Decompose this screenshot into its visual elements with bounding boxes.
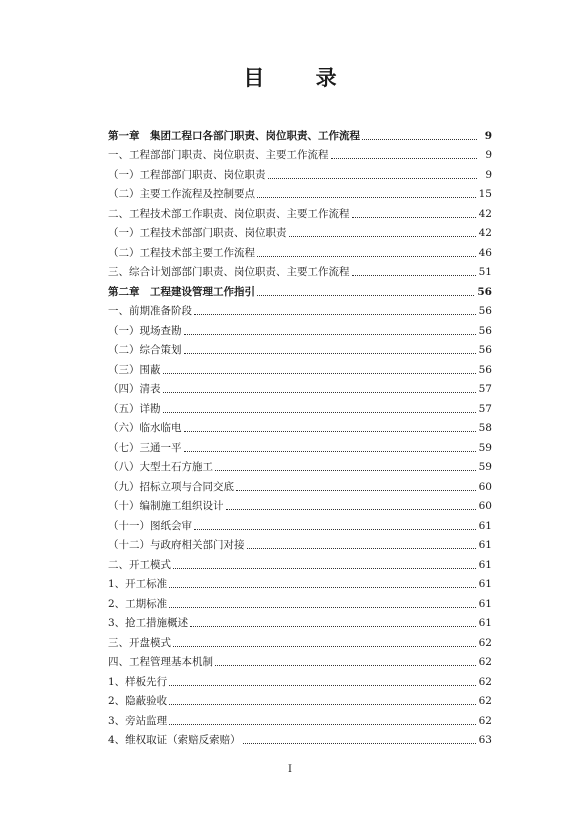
- toc-entry-page: 61: [478, 558, 492, 571]
- toc-chapter-entry[interactable]: [108, 122, 492, 142]
- dot-leader: [257, 294, 474, 296]
- toc-entry[interactable]: [108, 220, 492, 240]
- dot-leader: [268, 177, 478, 179]
- toc-entry-label: （一）工程技术部部门职责、岗位职责: [108, 227, 287, 239]
- toc-entry-page: 60: [478, 500, 492, 512]
- toc-entry-label: 1、样板先行: [108, 675, 168, 688]
- dot-leader: [169, 586, 475, 588]
- dot-leader: [215, 664, 476, 666]
- toc-entry-label: 3、抢工措施概述: [108, 617, 189, 629]
- toc-entry[interactable]: [108, 239, 492, 259]
- toc-entry-page: 57: [478, 383, 492, 395]
- toc-entry[interactable]: [108, 142, 492, 162]
- toc-entry-label: 一、工程部部门职责、岗位职责、主要工作流程: [108, 149, 329, 161]
- toc-entry-label: （一）现场查勘: [108, 324, 182, 337]
- toc-entry-page: 59: [478, 441, 492, 454]
- toc-entry-label: 第二章 工程建设管理工作指引: [108, 285, 255, 298]
- toc-entry-page: 9: [484, 129, 492, 142]
- toc-entry[interactable]: [108, 707, 492, 727]
- toc-entry-page: 62: [478, 656, 492, 668]
- dot-leader: [289, 235, 476, 237]
- toc-entry[interactable]: [108, 337, 492, 357]
- toc-entry-label: 3、旁站监理: [108, 714, 168, 727]
- dot-leader: [352, 274, 476, 276]
- dot-leader: [215, 469, 476, 471]
- table-of-contents: [108, 122, 492, 746]
- toc-entry-label: （二）主要工作流程及控制要点: [108, 188, 255, 200]
- toc-entry-label: （三）围蔽: [108, 363, 161, 376]
- toc-entry-label: 2、工期标准: [108, 597, 168, 610]
- toc-entry-label: （十二）与政府相关部门对接: [108, 539, 245, 551]
- dot-leader: [163, 411, 476, 413]
- toc-entry-label: 三、开盘模式: [108, 636, 171, 649]
- dot-leader: [190, 625, 475, 627]
- toc-entry[interactable]: [108, 259, 492, 279]
- toc-entry-label: （七）三通一平: [108, 441, 182, 454]
- toc-entry[interactable]: [108, 356, 492, 376]
- toc-entry-page: 42: [478, 207, 492, 220]
- dot-leader: [163, 372, 476, 374]
- toc-chapter-entry[interactable]: [108, 278, 492, 298]
- toc-entry-label: 2、隐蔽验收: [108, 695, 168, 707]
- dot-leader: [169, 703, 475, 705]
- toc-entry-label: 三、综合计划部部门职责、岗位职责、主要工作流程: [108, 266, 350, 278]
- toc-entry-label: 4、维权取证（索赔反索赔）: [108, 734, 241, 746]
- toc-entry-page: 9: [485, 149, 492, 161]
- toc-entry-label: （十）编制施工组织设计: [108, 500, 224, 512]
- toc-entry-page: 62: [478, 675, 492, 688]
- toc-entry[interactable]: [108, 571, 492, 591]
- toc-entry-label: （一）工程部部门职责、岗位职责: [108, 168, 266, 181]
- toc-entry-label: （十一）图纸会审: [108, 519, 192, 532]
- toc-entry-page: 61: [478, 597, 492, 610]
- toc-entry-label: 一、前期准备阶段: [108, 305, 192, 317]
- toc-entry-page: 61: [478, 578, 492, 590]
- toc-entry-page: 56: [478, 363, 492, 376]
- dot-leader: [184, 450, 476, 452]
- toc-entry[interactable]: [108, 161, 492, 181]
- toc-entry-page: 63: [478, 734, 492, 746]
- toc-entry-label: （八）大型土石方施工: [108, 461, 213, 473]
- dot-leader: [169, 684, 475, 686]
- toc-entry[interactable]: [108, 649, 492, 669]
- dot-leader: [226, 508, 476, 510]
- dot-leader: [184, 352, 476, 354]
- dot-leader: [173, 567, 476, 569]
- toc-entry-label: （五）详勘: [108, 402, 161, 415]
- page-number: I: [288, 764, 292, 775]
- toc-entry-page: 56: [477, 285, 492, 298]
- toc-entry[interactable]: [108, 610, 492, 630]
- toc-entry[interactable]: [108, 551, 492, 571]
- toc-entry[interactable]: [108, 415, 492, 435]
- dot-leader: [163, 391, 476, 393]
- dot-leader: [257, 196, 476, 198]
- dot-leader: [362, 138, 477, 140]
- toc-entry[interactable]: [108, 590, 492, 610]
- toc-entry[interactable]: [108, 629, 492, 649]
- toc-entry-page: 61: [478, 539, 492, 551]
- toc-entry[interactable]: [108, 473, 492, 493]
- toc-entry[interactable]: [108, 532, 492, 552]
- toc-entry[interactable]: [108, 395, 492, 415]
- toc-entry-page: 59: [478, 461, 492, 473]
- dot-leader: [169, 606, 475, 608]
- toc-entry[interactable]: [108, 298, 492, 318]
- dot-leader: [173, 645, 476, 647]
- toc-entry-page: 61: [478, 519, 492, 532]
- toc-entry[interactable]: [108, 376, 492, 396]
- toc-entry-page: 61: [478, 617, 492, 629]
- toc-entry-page: 15: [478, 188, 492, 200]
- toc-entry-label: 四、工程管理基本机制: [108, 656, 213, 668]
- toc-entry-page: 46: [478, 246, 492, 259]
- toc-entry[interactable]: [108, 493, 492, 513]
- dot-leader: [247, 547, 476, 549]
- toc-entry-label: （六）临水临电: [108, 422, 182, 434]
- toc-entry[interactable]: [108, 688, 492, 708]
- toc-entry[interactable]: [108, 668, 492, 688]
- toc-entry-page: 57: [478, 402, 492, 415]
- dot-leader: [184, 430, 476, 432]
- dot-leader: [331, 157, 478, 159]
- dot-leader: [243, 742, 476, 744]
- toc-entry-label: （二）工程技术部主要工作流程: [108, 246, 255, 259]
- toc-entry-page: 56: [478, 305, 492, 317]
- dot-leader: [236, 489, 476, 491]
- toc-entry-label: 二、开工模式: [108, 558, 171, 571]
- dot-leader: [257, 255, 476, 257]
- toc-entry[interactable]: [108, 317, 492, 337]
- toc-entry[interactable]: [108, 512, 492, 532]
- toc-entry[interactable]: [108, 181, 492, 201]
- toc-entry-label: 第一章 集团工程口各部门职责、岗位职责、工作流程: [108, 129, 360, 142]
- toc-title: 目 录: [243, 65, 359, 90]
- toc-entry-label: 二、工程技术部工作职责、岗位职责、主要工作流程: [108, 207, 350, 220]
- toc-entry[interactable]: [108, 454, 492, 474]
- toc-entry-label: （二）综合策划: [108, 344, 182, 356]
- toc-entry-page: 58: [478, 422, 492, 434]
- dot-leader: [194, 313, 476, 315]
- dot-leader: [352, 216, 476, 218]
- toc-entry-page: 42: [478, 227, 492, 239]
- toc-entry-label: （四）清表: [108, 383, 161, 395]
- toc-entry-label: 1、开工标准: [108, 578, 168, 590]
- dot-leader: [169, 723, 475, 725]
- toc-entry-page: 60: [478, 480, 492, 493]
- toc-entry[interactable]: [108, 434, 492, 454]
- dot-leader: [194, 528, 476, 530]
- toc-entry[interactable]: [108, 200, 492, 220]
- toc-entry[interactable]: [108, 727, 492, 747]
- toc-entry-label: （九）招标立项与合同交底: [108, 480, 234, 493]
- toc-entry-page: 51: [478, 266, 492, 278]
- toc-entry-page: 62: [478, 714, 492, 727]
- toc-entry-page: 56: [478, 324, 492, 337]
- toc-entry-page: 62: [478, 636, 492, 649]
- toc-entry-page: 62: [478, 695, 492, 707]
- toc-entry-page: 9: [485, 168, 492, 181]
- dot-leader: [184, 333, 476, 335]
- toc-entry-page: 56: [478, 344, 492, 356]
